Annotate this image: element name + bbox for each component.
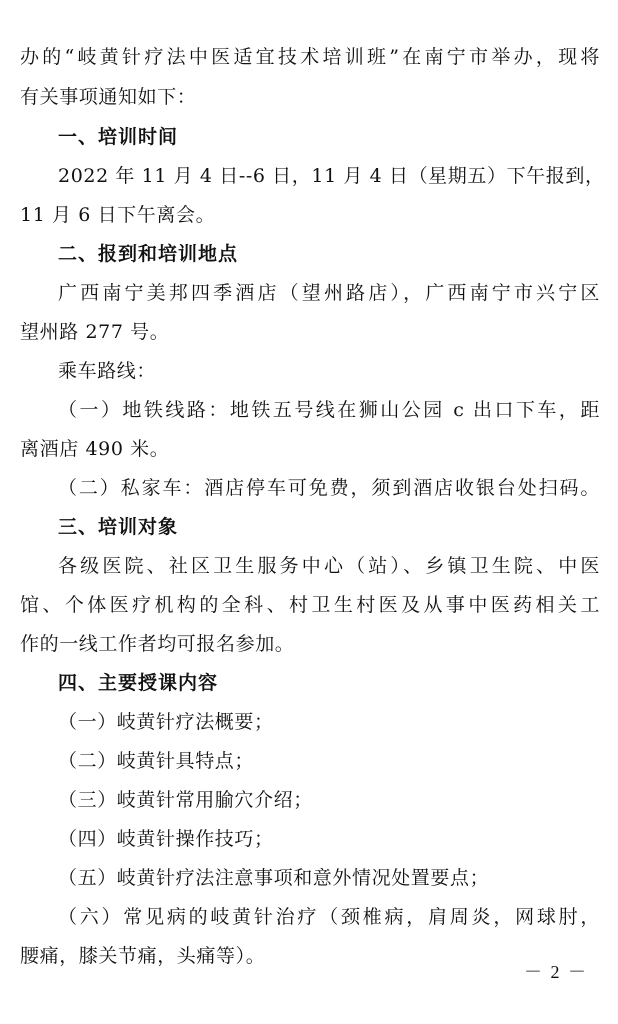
section-heading-audience: 三、培训对象 [58,516,179,538]
paragraph-line: 作的一线工作者均可报名参加。 [20,633,295,655]
paragraph-line: 有关事项通知如下： [20,86,197,108]
paragraph-line: 离酒店 490 米。 [20,438,170,460]
list-item: （二）岐黄针具特点； [58,750,255,772]
paragraph-line: 办的“岐黄针疗法中医适宜技术培训班”在南宁市举办，现将 [20,46,600,68]
paragraph-line: 2022 年 11 月 4 日--6 日，11 月 4 日（星期五）下午报到， [58,165,605,187]
paragraph-line: 乘车路线： [58,360,157,382]
section-heading-content: 四、主要授课内容 [58,672,219,694]
paragraph-line: 望州路 277 号。 [20,321,170,343]
list-item: 腰痛，膝关节痛，头痛等）。 [20,945,266,967]
paragraph-line: 11 月 6 日下午离会。 [20,204,216,226]
page-number: － 2 － [524,962,588,982]
paragraph-line: 馆、个体医疗机构的全科、村卫生村医及从事中医药相关工 [20,594,600,616]
list-item: （四）岐黄针操作技巧； [58,828,274,850]
list-item: （一）岐黄针疗法概要； [58,711,274,733]
paragraph-line: （二）私家车：酒店停车可免费，须到酒店收银台处扫码。 [58,477,600,499]
paragraph-line: 广西南宁美邦四季酒店（望州路店），广西南宁市兴宁区 [58,282,600,304]
list-item: （五）岐黄针疗法注意事项和意外情况处置要点； [58,867,490,889]
list-item: （六）常见病的岐黄针治疗（颈椎病，肩周炎，网球肘， [58,906,600,928]
paragraph-line: （一）地铁线路：地铁五号线在狮山公园 c 出口下车，距 [58,399,600,421]
section-heading-time: 一、培训时间 [58,126,179,148]
section-heading-location: 二、报到和培训地点 [58,243,239,265]
list-item: （三）岐黄针常用腧穴介绍； [58,789,313,811]
paragraph-line: 各级医院、社区卫生服务中心（站）、乡镇卫生院、中医 [58,555,600,577]
